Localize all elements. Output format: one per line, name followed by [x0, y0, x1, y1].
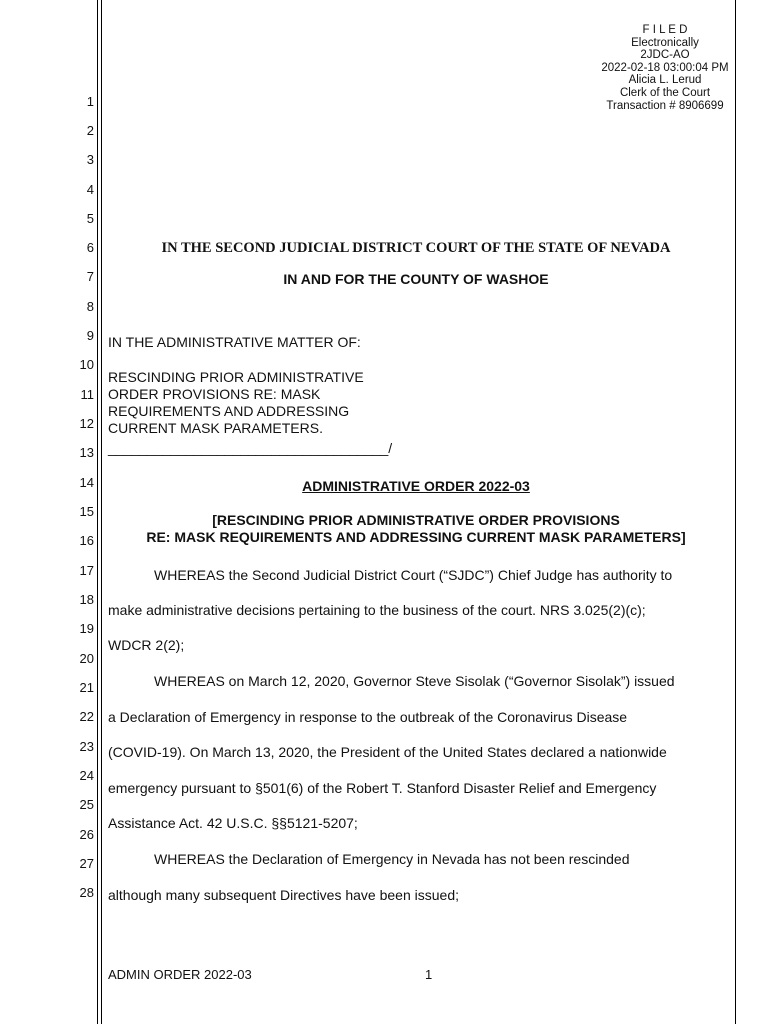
line-number: 28 [79, 885, 94, 900]
body-line: WHEREAS the Second Judicial District Court (“SJDC”) Chief Judge has authority to [154, 567, 673, 583]
line-number: 10 [79, 357, 94, 372]
line-number: 9 [86, 328, 94, 343]
right-margin-rule [735, 0, 736, 1024]
stamp-datetime: 2022-02-18 03:00:04 PM [601, 61, 729, 74]
caption-line: ORDER PROVISIONS RE: MASK [108, 386, 321, 402]
body-line: a Declaration of Emergency in response to the outbreak of the Coronavirus Disease [108, 709, 628, 725]
line-number: 23 [79, 739, 94, 754]
order-title: ADMINISTRATIVE ORDER 2022-03 [302, 478, 530, 494]
body-line: WDCR 2(2); [108, 637, 185, 653]
stamp-method: Electronically [631, 36, 699, 49]
order-subtitle-line-1: [RESCINDING PRIOR ADMINISTRATIVE ORDER PROVISIONS [212, 512, 620, 528]
body-line: Assistance Act. 42 U.S.C. §§5121-5207; [108, 815, 358, 831]
line-number: 4 [86, 182, 94, 197]
stamp-clerk-name: Alicia L. Lerud [628, 74, 702, 87]
body-line: WHEREAS the Declaration of Emergency in Nevada has not been rescinded [154, 851, 630, 867]
line-number: 15 [79, 504, 94, 519]
body-line: although many subsequent Directives have been issued; [108, 887, 459, 903]
order-subtitle-line-2: RE: MASK REQUIREMENTS AND ADDRESSING CURRENT MASK PARAMETERS] [146, 529, 686, 545]
line-number: 18 [79, 592, 94, 607]
line-number: 16 [79, 533, 94, 548]
line-number: 14 [79, 475, 94, 490]
caption-line: RESCINDING PRIOR ADMINISTRATIVE [108, 369, 364, 385]
stamp-case-code: 2JDC-AO [640, 49, 690, 62]
line-number: 21 [79, 680, 94, 695]
line-number: 27 [79, 856, 94, 871]
stamp-filed: F I L E D [642, 24, 688, 36]
body-line: WHEREAS on March 12, 2020, Governor Steve Sisolak (“Governor Sisolak”) issued [154, 673, 675, 689]
body-line: emergency pursuant to §501(6) of the Robert T. Stanford Disaster Relief and Emergency [108, 780, 657, 796]
line-number: 1 [86, 94, 94, 109]
footer-page-number: 1 [425, 967, 433, 982]
line-number: 22 [79, 709, 94, 724]
line-number: 25 [79, 797, 94, 812]
line-number: 13 [79, 445, 94, 460]
court-heading-line-2: IN AND FOR THE COUNTY OF WASHOE [283, 271, 549, 287]
line-number: 3 [86, 152, 94, 167]
filing-stamp [590, 24, 740, 112]
line-number: 12 [79, 416, 94, 431]
body-line: (COVID-19). On March 13, 2020, the President of the United States declared a nationwide [108, 744, 667, 760]
line-number: 24 [79, 768, 94, 783]
line-number: 2 [86, 123, 94, 138]
line-number: 6 [86, 240, 94, 255]
line-number: 7 [86, 269, 94, 284]
line-number: 11 [80, 387, 94, 402]
body-line: make administrative decisions pertaining to the business of the court. NRS 3.025(2)(c); [108, 602, 646, 618]
caption-matter: IN THE ADMINISTRATIVE MATTER OF: [108, 334, 361, 350]
line-number: 5 [86, 211, 94, 226]
caption-rule: ____________________________________/ [108, 440, 393, 456]
line-number: 8 [86, 299, 94, 314]
line-number: 19 [79, 621, 94, 636]
stamp-clerk-title: Clerk of the Court [619, 86, 711, 99]
line-number: 20 [79, 651, 94, 666]
footer-doc-name: ADMIN ORDER 2022-03 [108, 967, 252, 982]
line-number: 26 [79, 827, 94, 842]
line-number: 17 [79, 563, 94, 578]
left-margin-rule-inner [101, 0, 102, 1024]
left-margin-rule-outer [97, 0, 98, 1024]
stamp-transaction: Transaction # 8906699 [606, 99, 724, 112]
court-heading-line-1: IN THE SECOND JUDICIAL DISTRICT COURT OF THE STATE OF NEVADA [161, 240, 671, 256]
caption-line: REQUIREMENTS AND ADDRESSING [108, 403, 350, 419]
caption-line: CURRENT MASK PARAMETERS. [108, 420, 323, 436]
